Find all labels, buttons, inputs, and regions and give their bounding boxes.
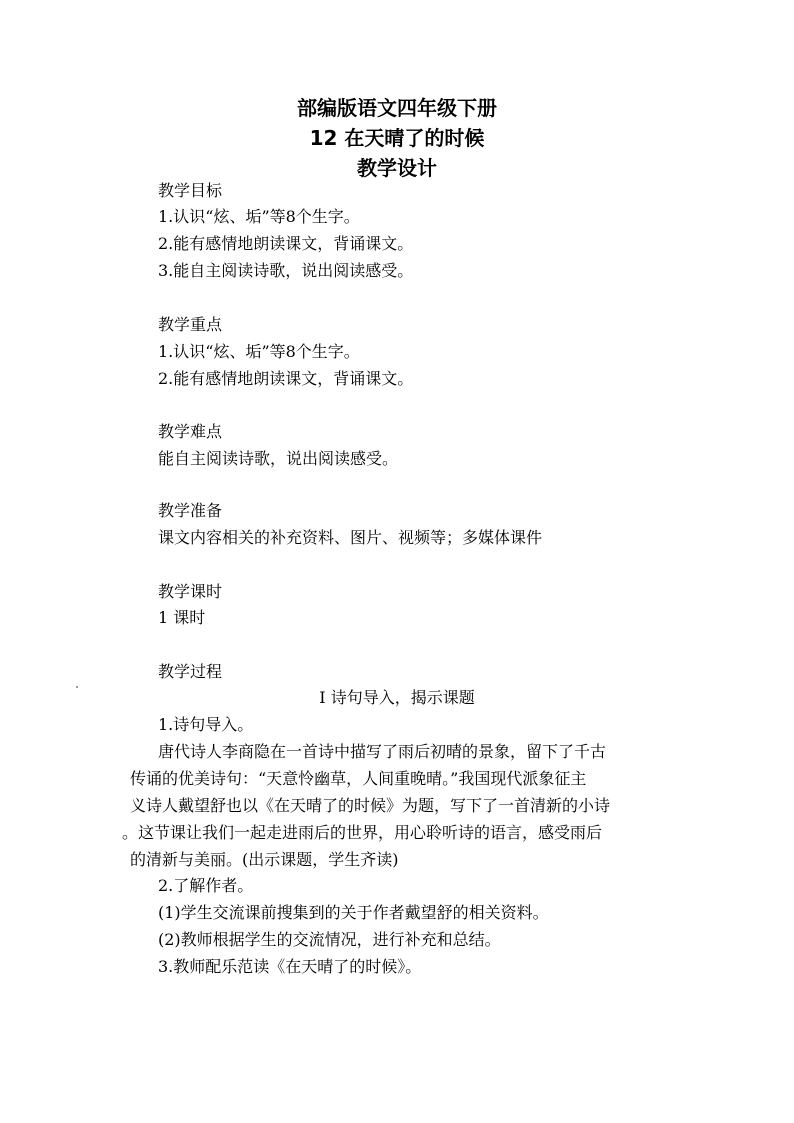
key-points-heading: 教学重点 xyxy=(158,315,223,334)
preparation-text: 课文内容相关的补充资料、图片、视频等；多媒体课件 xyxy=(158,528,543,547)
document-title-line3: 教学设计 xyxy=(357,156,437,180)
process-step: 1.诗句导入。 xyxy=(158,715,254,734)
goal-item: 2.能有感情地朗读课文，背诵课文。 xyxy=(158,234,414,253)
preparation-heading: 教学准备 xyxy=(158,501,223,520)
process-substep: (2)教师根据学生的交流情况，进行补充和总结。 xyxy=(158,930,501,949)
paragraph-line: 传诵的优美诗句：“天意怜幽草，人间重晚晴。”我国现代派象征主 xyxy=(130,769,587,788)
difficulties-heading: 教学难点 xyxy=(158,422,223,441)
goals-heading: 教学目标 xyxy=(158,181,223,200)
paragraph-line: 义诗人戴望舒也以《在天晴了的时候》为题，写下了一首清新的小诗 xyxy=(130,796,611,815)
duration-text: 1 课时 xyxy=(158,608,206,627)
goal-item: 1.认识“炫、垢”等8个生字。 xyxy=(158,207,360,226)
duration-heading: 教学课时 xyxy=(158,582,223,601)
difficulties-text: 能自主阅读诗歌，说出阅读感受。 xyxy=(158,449,399,468)
paragraph-line: 。这节课让我们一起走进雨后的世界，用心聆听诗的语言，感受雨后 xyxy=(122,823,603,842)
key-point-item: 2.能有感情地朗读课文，背诵课文。 xyxy=(158,369,414,388)
key-point-item: 1.认识“炫、垢”等8个生字。 xyxy=(158,342,360,361)
process-heading: 教学过程 xyxy=(158,662,223,681)
process-section-title: Ⅰ 诗句导入，揭示课题 xyxy=(319,688,475,707)
process-step: 3.教师配乐范读《在天晴了的时候》。 xyxy=(158,957,422,976)
process-substep: (1)学生交流课前搜集到的关于作者戴望舒的相关资料。 xyxy=(158,903,549,922)
paragraph-line: 的清新与美丽。(出示课题，学生齐读) xyxy=(130,850,399,869)
document-title-line1: 部编版语文四年级下册 xyxy=(297,96,497,120)
goal-item: 3.能自主阅读诗歌，说出阅读感受。 xyxy=(158,261,414,280)
paragraph-line: 唐代诗人李商隐在一首诗中描写了雨后初晴的景象，留下了千古 xyxy=(158,742,607,761)
process-step: 2.了解作者。 xyxy=(158,876,254,895)
document-title-line2: 12 在天晴了的时候 xyxy=(309,126,485,150)
